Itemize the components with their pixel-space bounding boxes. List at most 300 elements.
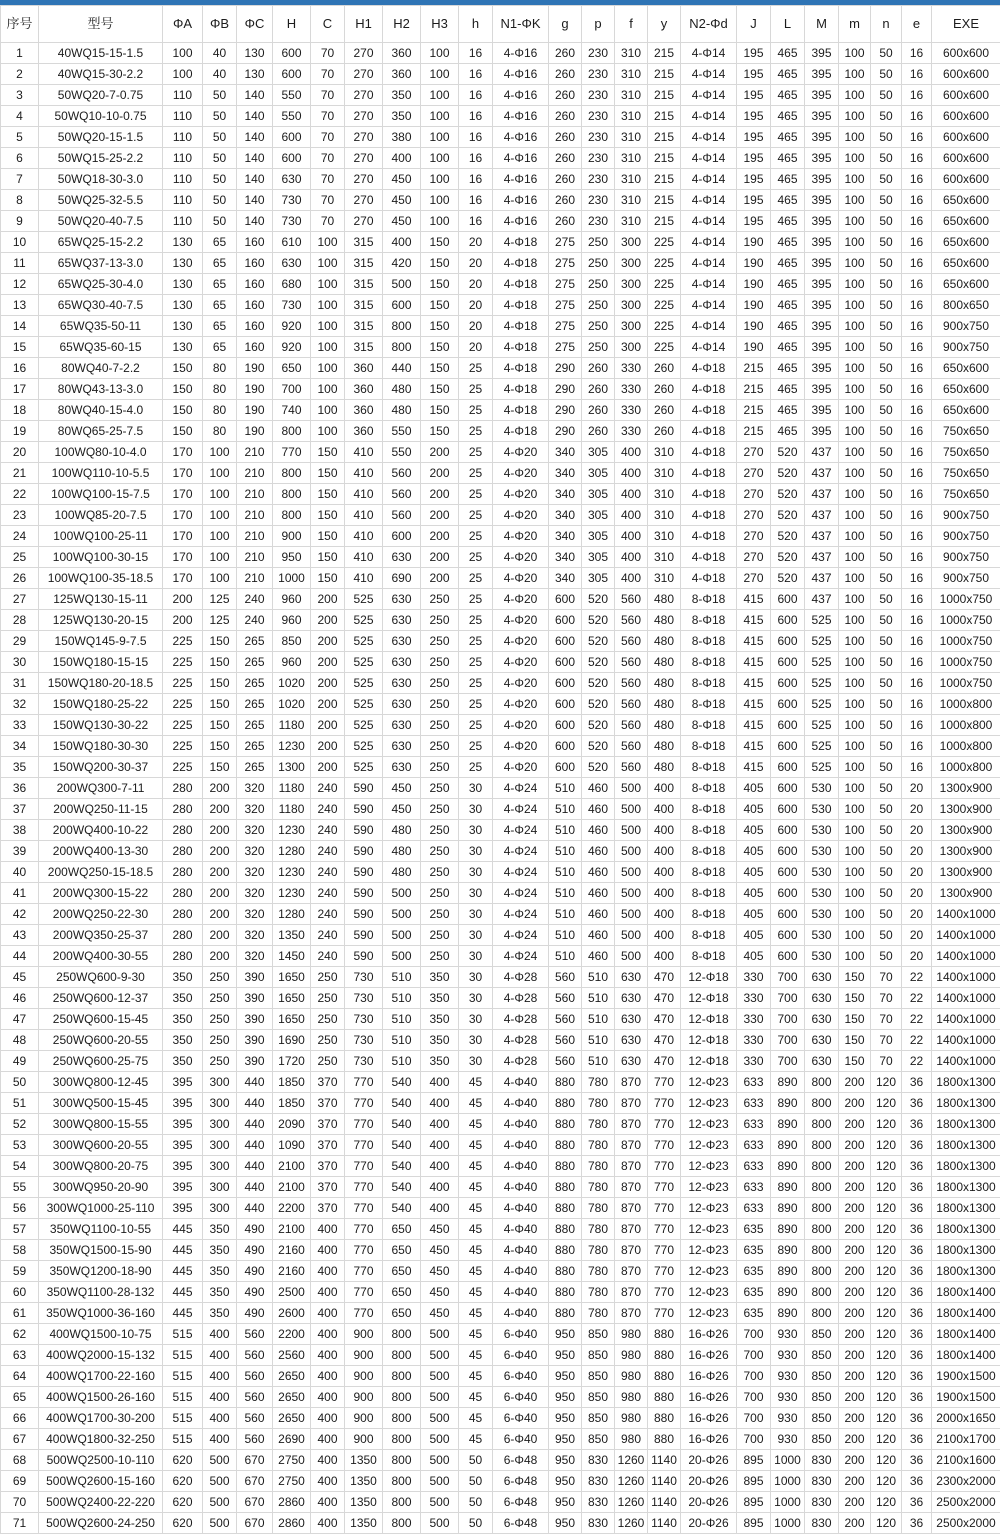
table-cell: 830 [582,1513,615,1534]
table-cell: 62 [1,1324,39,1345]
table-cell: 560 [237,1408,273,1429]
table-cell: 600 [771,610,805,631]
table-cell: 630 [383,631,421,652]
table-cell: 4-Φ18 [681,463,737,484]
table-cell: 200WQ350-25-37 [39,925,163,946]
table-cell: 460 [582,904,615,925]
table-cell: 45 [459,1093,493,1114]
table-row [1,1345,1000,1366]
table-cell: 8-Φ18 [681,904,737,925]
table-cell: 560 [615,589,648,610]
table-cell: 50 [871,736,902,757]
table-cell: 230 [582,169,615,190]
table-cell: 500 [615,841,648,862]
table-cell: 270 [737,463,771,484]
table-cell: 240 [311,925,345,946]
table-cell: 8 [1,190,39,211]
column-header: H1 [345,6,383,43]
table-cell: 2200 [273,1198,311,1219]
table-cell: 25 [459,547,493,568]
table-cell: 930 [771,1429,805,1450]
table-cell: 70 [1,1492,39,1513]
table-cell: 400 [311,1429,345,1450]
table-cell: 400 [648,862,681,883]
table-cell: 780 [582,1135,615,1156]
table-cell: 12-Φ23 [681,1198,737,1219]
table-cell: 16 [902,190,932,211]
table-cell: 250 [421,736,459,757]
table-cell: 16-Φ26 [681,1387,737,1408]
table-cell: 140 [237,106,273,127]
table-row [1,1366,1000,1387]
column-header: 序号 [1,6,39,43]
table-cell: 1800x1300 [932,1261,1000,1282]
table-cell: 520 [582,736,615,757]
table-cell: 200WQ250-22-30 [39,904,163,925]
table-cell: 200 [311,589,345,610]
table-cell: 560 [549,1009,582,1030]
table-cell: 400 [311,1471,345,1492]
table-cell: 620 [163,1450,203,1471]
table-row [1,463,1000,484]
table-cell: 120 [871,1408,902,1429]
table-cell: 50 [203,148,237,169]
table-cell: 895 [737,1492,771,1513]
table-cell: 2500x2000 [932,1513,1000,1534]
table-cell: 920 [273,337,311,358]
table-cell: 480 [648,631,681,652]
table-cell: 410 [345,526,383,547]
table-cell: 870 [615,1114,648,1135]
table-cell: 440 [237,1093,273,1114]
table-cell: 36 [902,1177,932,1198]
table-cell: 160 [237,295,273,316]
table-cell: 100 [839,778,871,799]
table-row [1,1030,1000,1051]
table-cell: 50 [203,211,237,232]
table-cell: 1180 [273,715,311,736]
table-cell: 100 [839,253,871,274]
table-cell: 100 [839,547,871,568]
table-cell: 190 [237,400,273,421]
table-cell: 70 [311,190,345,211]
table-cell: 250 [582,295,615,316]
table-cell: 4-Φ16 [493,127,549,148]
table-cell: 400 [311,1219,345,1240]
table-cell: 50 [871,610,902,631]
table-cell: 515 [163,1345,203,1366]
table-cell: 250 [311,1051,345,1072]
table-cell: 200WQ300-7-11 [39,778,163,799]
table-cell: 120 [871,1345,902,1366]
table-cell: 36 [902,1387,932,1408]
table-cell: 240 [237,589,273,610]
table-cell: 36 [902,1324,932,1345]
table-cell: 16 [1,358,39,379]
table-cell: 270 [345,85,383,106]
table-cell: 70 [311,64,345,85]
table-cell: 525 [805,715,839,736]
table-cell: 4-Φ24 [493,946,549,967]
table-cell: 1140 [648,1450,681,1471]
table-cell: 100 [839,799,871,820]
table-cell: 50 [459,1450,493,1471]
table-cell: 880 [648,1408,681,1429]
table-cell: 16 [902,652,932,673]
table-cell: 500 [615,778,648,799]
table-cell: 630 [383,694,421,715]
table-cell: 260 [582,400,615,421]
table-cell: 250 [421,841,459,862]
table-cell: 4-Φ14 [681,148,737,169]
table-cell: 100WQ100-25-11 [39,526,163,547]
table-cell: 650x600 [932,253,1000,274]
table-cell: 395 [805,148,839,169]
table-cell: 800 [383,1450,421,1471]
table-cell: 780 [582,1072,615,1093]
table-cell: 895 [737,1513,771,1534]
table-cell: 400WQ1800-32-250 [39,1429,163,1450]
table-cell: 370 [311,1135,345,1156]
table-cell: 620 [163,1492,203,1513]
table-cell: 900x750 [932,505,1000,526]
table-cell: 465 [771,274,805,295]
table-cell: 30 [1,652,39,673]
table-cell: 8-Φ18 [681,946,737,967]
header-row [1,6,1000,43]
table-cell: 70 [871,967,902,988]
table-cell: 800 [273,421,311,442]
table-cell: 100 [421,127,459,148]
table-cell: 16 [459,85,493,106]
table-cell: 16 [459,127,493,148]
table-cell: 25 [1,547,39,568]
table-cell: 395 [805,358,839,379]
table-cell: 50 [871,463,902,484]
table-cell: 550 [383,421,421,442]
table-cell: 215 [648,211,681,232]
table-cell: 30 [459,988,493,1009]
table-cell: 633 [737,1156,771,1177]
table-cell: 100 [839,337,871,358]
table-cell: 600 [549,652,582,673]
table-cell: 395 [805,316,839,337]
table-cell: 633 [737,1114,771,1135]
table-cell: 870 [615,1156,648,1177]
column-header: p [582,6,615,43]
table-cell: 150 [203,673,237,694]
table-cell: 310 [648,484,681,505]
table-cell: 250 [421,904,459,925]
table-cell: 300 [203,1072,237,1093]
table-cell: 630 [805,967,839,988]
table-cell: 150 [163,400,203,421]
table-cell: 30 [459,925,493,946]
table-cell: 30 [459,778,493,799]
table-cell: 315 [345,274,383,295]
table-row [1,1072,1000,1093]
table-cell: 2600 [273,1303,311,1324]
table-cell: 200 [163,589,203,610]
table-cell: 400 [421,1072,459,1093]
table-cell: 950 [549,1471,582,1492]
table-cell: 470 [648,967,681,988]
table-cell: 880 [648,1387,681,1408]
table-cell: 550 [273,106,311,127]
table-cell: 45 [459,1429,493,1450]
table-cell: 150 [421,274,459,295]
table-cell: 200 [311,673,345,694]
table-cell: 770 [345,1072,383,1093]
table-cell: 800 [805,1303,839,1324]
table-cell: 30 [459,1009,493,1030]
table-cell: 470 [648,1030,681,1051]
table-cell: 950 [273,547,311,568]
table-cell: 450 [383,799,421,820]
table-cell: 100WQ100-35-18.5 [39,568,163,589]
table-cell: 200 [421,484,459,505]
table-cell: 650x600 [932,232,1000,253]
table-cell: 4-Φ14 [681,85,737,106]
table-cell: 550 [273,85,311,106]
table-cell: 140 [237,85,273,106]
table-cell: 22 [902,967,932,988]
table-cell: 150WQ180-25-22 [39,694,163,715]
table-cell: 4-Φ16 [493,211,549,232]
table-cell: 500WQ2600-15-160 [39,1471,163,1492]
table-cell: 16 [902,484,932,505]
table-cell: 395 [805,169,839,190]
table-cell: 350 [421,967,459,988]
table-cell: 630 [383,589,421,610]
table-cell: 190 [737,232,771,253]
table-row [1,1513,1000,1534]
table-cell: 45 [459,1366,493,1387]
table-cell: 650 [383,1282,421,1303]
table-cell: 800 [383,1366,421,1387]
table-cell: 225 [648,274,681,295]
table-cell: 65 [203,337,237,358]
table-cell: 260 [549,85,582,106]
table-cell: 310 [648,568,681,589]
table-cell: 800 [805,1114,839,1135]
table-cell: 650x600 [932,211,1000,232]
table-cell: 65WQ25-15-2.2 [39,232,163,253]
table-cell: 4-Φ18 [493,295,549,316]
table-cell: 170 [163,568,203,589]
table-row [1,778,1000,799]
table-cell: 730 [345,1051,383,1072]
table-cell: 525 [345,715,383,736]
table-cell: 450 [421,1240,459,1261]
table-cell: 120 [871,1156,902,1177]
table-cell: 240 [311,862,345,883]
table-cell: 400 [311,1450,345,1471]
table-cell: 150 [421,295,459,316]
table-cell: 120 [871,1282,902,1303]
table-cell: 36 [902,1261,932,1282]
table-cell: 360 [345,379,383,400]
table-cell: 270 [737,442,771,463]
table-row [1,43,1000,64]
table-cell: 16 [459,169,493,190]
table-cell: 465 [771,337,805,358]
table-cell: 150 [203,736,237,757]
table-cell: 600 [771,736,805,757]
table-cell: 70 [311,43,345,64]
table-cell: 160 [237,253,273,274]
table-cell: 16 [902,547,932,568]
table-cell: 36 [902,1072,932,1093]
table-cell: 100 [163,64,203,85]
table-cell: 290 [549,421,582,442]
table-cell: 650x600 [932,190,1000,211]
table-cell: 520 [582,589,615,610]
table-cell: 465 [771,106,805,127]
table-cell: 50 [459,1471,493,1492]
table-cell: 800 [383,1429,421,1450]
table-cell: 1800x1400 [932,1303,1000,1324]
table-cell: 510 [549,883,582,904]
table-cell: 13 [1,295,39,316]
table-cell: 250 [582,274,615,295]
table-cell: 6-Φ48 [493,1471,549,1492]
table-cell: 34 [1,736,39,757]
table-cell: 1800x1300 [932,1135,1000,1156]
table-cell: 780 [582,1303,615,1324]
table-cell: 100 [839,568,871,589]
table-cell: 800 [805,1219,839,1240]
table-cell: 63 [1,1345,39,1366]
table-cell: 400 [648,778,681,799]
table-cell: 450 [421,1261,459,1282]
table-cell: 1000x800 [932,757,1000,778]
table-cell: 70 [871,988,902,1009]
table-cell: 415 [737,631,771,652]
table-cell: 770 [345,1219,383,1240]
table-cell: 350 [203,1282,237,1303]
table-cell: 880 [648,1345,681,1366]
table-cell: 25 [459,610,493,631]
table-cell: 400WQ1700-22-160 [39,1366,163,1387]
table-row [1,589,1000,610]
table-row [1,904,1000,925]
table-cell: 500WQ2600-24-250 [39,1513,163,1534]
table-cell: 330 [615,358,648,379]
table-cell: 560 [615,757,648,778]
table-cell: 437 [805,547,839,568]
table-cell: 600 [273,43,311,64]
table-cell: 880 [549,1219,582,1240]
table-cell: 50 [871,904,902,925]
table-cell: 1800x1300 [932,1240,1000,1261]
table-cell: 150 [421,358,459,379]
table-cell: 1000 [273,568,311,589]
table-cell: 330 [615,400,648,421]
table-cell: 150 [311,568,345,589]
table-cell: 630 [615,1009,648,1030]
table-cell: 25 [459,442,493,463]
table-cell: 100 [839,421,871,442]
table-cell: 630 [383,547,421,568]
table-cell: 320 [237,778,273,799]
table-cell: 600 [549,610,582,631]
table-cell: 460 [582,799,615,820]
table-cell: 2650 [273,1387,311,1408]
table-cell: 480 [648,673,681,694]
table-cell: 360 [383,64,421,85]
table-cell: 70 [311,169,345,190]
table-cell: 40 [203,64,237,85]
table-cell: 200 [839,1135,871,1156]
table-cell: 515 [163,1366,203,1387]
table-cell: 250 [421,715,459,736]
table-cell: 200 [839,1471,871,1492]
table-row [1,148,1000,169]
table-cell: 630 [383,673,421,694]
table-cell: 6-Φ48 [493,1492,549,1513]
table-cell: 650 [273,358,311,379]
table-cell: 6-Φ48 [493,1450,549,1471]
table-cell: 780 [582,1198,615,1219]
table-cell: 525 [345,694,383,715]
table-cell: 30 [459,820,493,841]
table-cell: 16-Φ26 [681,1345,737,1366]
table-cell: 40 [1,862,39,883]
table-cell: 950 [549,1513,582,1534]
table-cell: 150 [421,337,459,358]
table-cell: 437 [805,484,839,505]
table-cell: 10 [1,232,39,253]
table-cell: 870 [615,1261,648,1282]
table-row [1,421,1000,442]
table-cell: 630 [383,652,421,673]
table-cell: 1000x750 [932,631,1000,652]
table-cell: 590 [345,862,383,883]
table-cell: 380 [383,127,421,148]
table-cell: 22 [902,1009,932,1030]
table-cell: 770 [648,1114,681,1135]
table-cell: 880 [549,1156,582,1177]
table-cell: 305 [582,526,615,547]
table-cell: 1800x1400 [932,1324,1000,1345]
table-cell: 415 [737,652,771,673]
table-cell: 16 [902,694,932,715]
table-cell: 270 [345,127,383,148]
table-cell: 410 [345,568,383,589]
table-cell: 100 [839,526,871,547]
table-cell: 700 [771,1009,805,1030]
table-cell: 80 [203,421,237,442]
table-cell: 310 [615,211,648,232]
table-cell: 690 [383,568,421,589]
table-cell: 800 [805,1135,839,1156]
table-cell: 525 [345,631,383,652]
table-cell: 1850 [273,1072,311,1093]
table-cell: 400 [311,1303,345,1324]
table-cell: 12-Φ23 [681,1114,737,1135]
table-cell: 870 [615,1282,648,1303]
table-cell: 320 [237,904,273,925]
table-cell: 6-Φ40 [493,1366,549,1387]
table-cell: 520 [771,568,805,589]
table-cell: 500 [421,1324,459,1345]
table-cell: 49 [1,1051,39,1072]
table-cell: 16 [902,64,932,85]
table-cell: 50 [871,358,902,379]
table-cell: 400 [383,148,421,169]
table-cell: 225 [163,694,203,715]
